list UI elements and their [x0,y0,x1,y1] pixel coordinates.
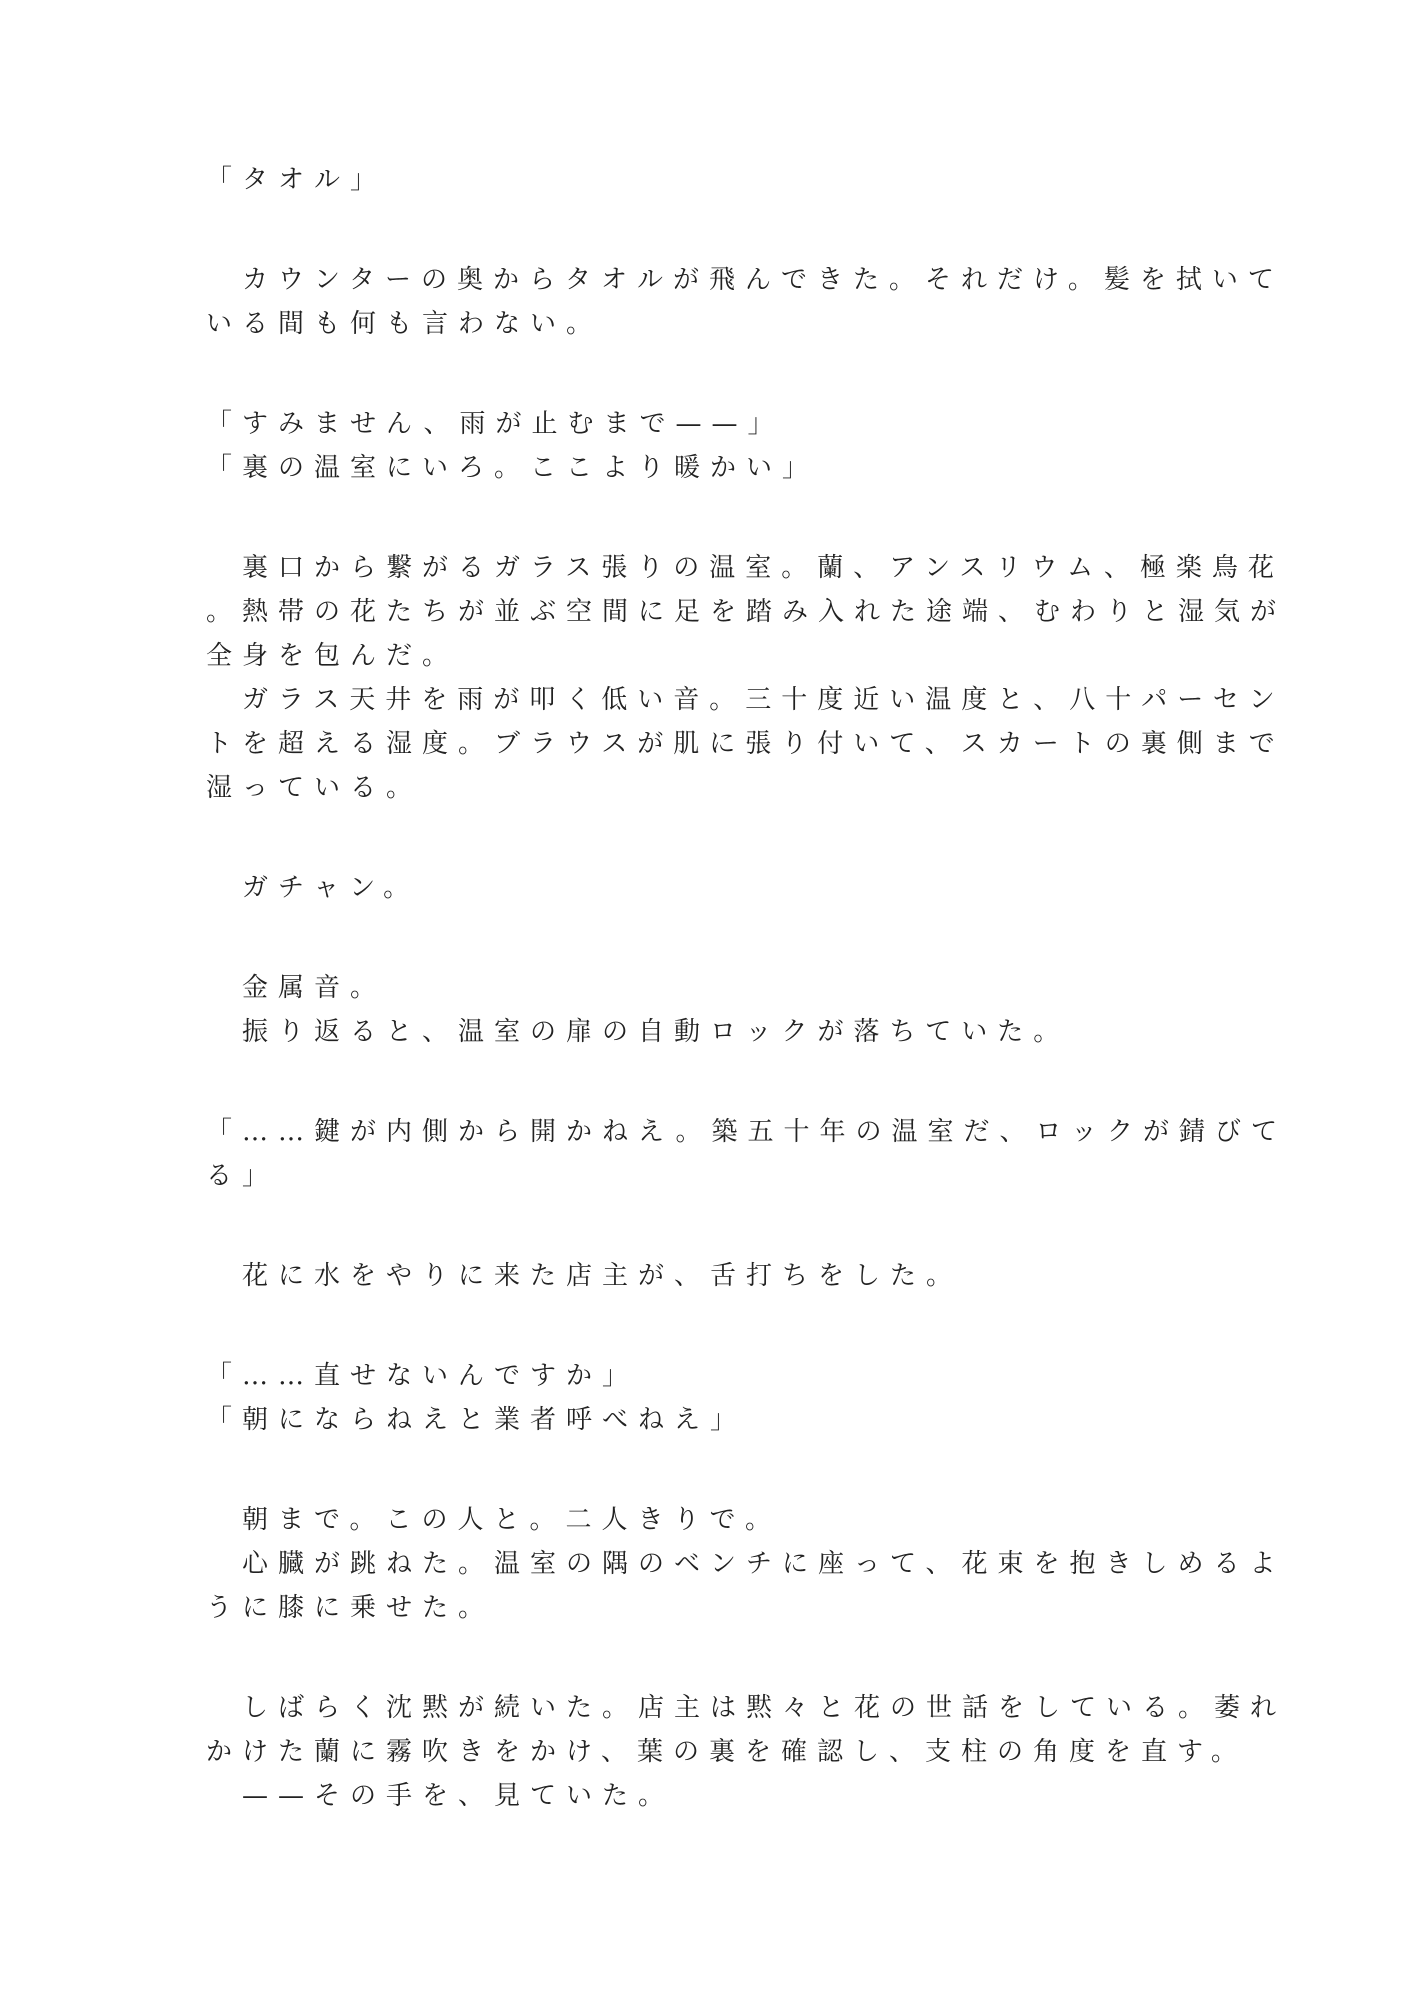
text-line: る」 [206,1161,279,1191]
text-line: 振り返ると、温室の扉の自動ロックが落ちていた。 [206,1017,1070,1047]
paragraph-break [206,1054,1206,1110]
text-line: 全身を包んだ。 [206,641,459,671]
text-line: 「……直せないんですか」 [206,1361,639,1391]
text-line: 。熱帯の花たちが並ぶ空間に足を踏み入れた途端、むわりと湿気が [206,597,1287,627]
text-line: カウンターの奥からタオルが飛んできた。それだけ。髪を拭いて [206,265,1284,295]
text-line: 「タオル」 [206,165,387,195]
paragraph-break [206,910,1206,966]
paragraph-break [206,1298,1206,1354]
text-line: ガラス天井を雨が叩く低い音。三十度近い温度と、八十パーセン [206,685,1285,715]
paragraph-break [206,1198,1206,1254]
document-page [206,158,1288,1818]
paragraph-break [206,810,1206,866]
text-line: 朝まで。この人と。二人きりで。 [206,1505,781,1535]
text-line: かけた蘭に霧吹きをかけ、葉の裏を確認し、支柱の角度を直す。 [206,1737,1247,1767]
paragraph-break [206,346,1206,402]
paragraph-break [206,202,1206,258]
text-line: ガチャン。 [206,873,420,903]
text-line: トを超える湿度。ブラウスが肌に張り付いて、スカートの裏側まで [206,729,1285,759]
text-line: うに膝に乗せた。 [206,1593,495,1623]
text-line: 裏口から繋がるガラス張りの温室。蘭、アンスリウム、極楽鳥花 [206,553,1284,583]
text-line: 湿っている。 [206,773,423,803]
text-line: いる間も何も言わない。 [206,309,603,339]
text-line: 金属音。 [206,973,387,1003]
text-line: 花に水をやりに来た店主が、舌打ちをした。 [206,1261,963,1291]
paragraph-break [206,490,1206,546]
text-line: 「すみません、雨が止むまで——」 [206,409,784,439]
text-line: 「裏の温室にいろ。ここより暖かい」 [206,453,819,483]
paragraph-break [206,1630,1206,1686]
paragraph-break [206,1442,1206,1498]
text-line: 「朝にならねえと業者呼べねえ」 [206,1405,747,1435]
text-line: ——その手を、見ていた。 [206,1781,675,1811]
text-line: 心臓が跳ねた。温室の隅のベンチに座って、花束を抱きしめるよ [206,1549,1286,1579]
text-line: しばらく沈黙が続いた。店主は黙々と花の世話をしている。萎れ [206,1693,1287,1723]
text-line: 「……鍵が内側から開かねえ。築五十年の温室だ、ロックが錆びて [206,1117,1288,1147]
